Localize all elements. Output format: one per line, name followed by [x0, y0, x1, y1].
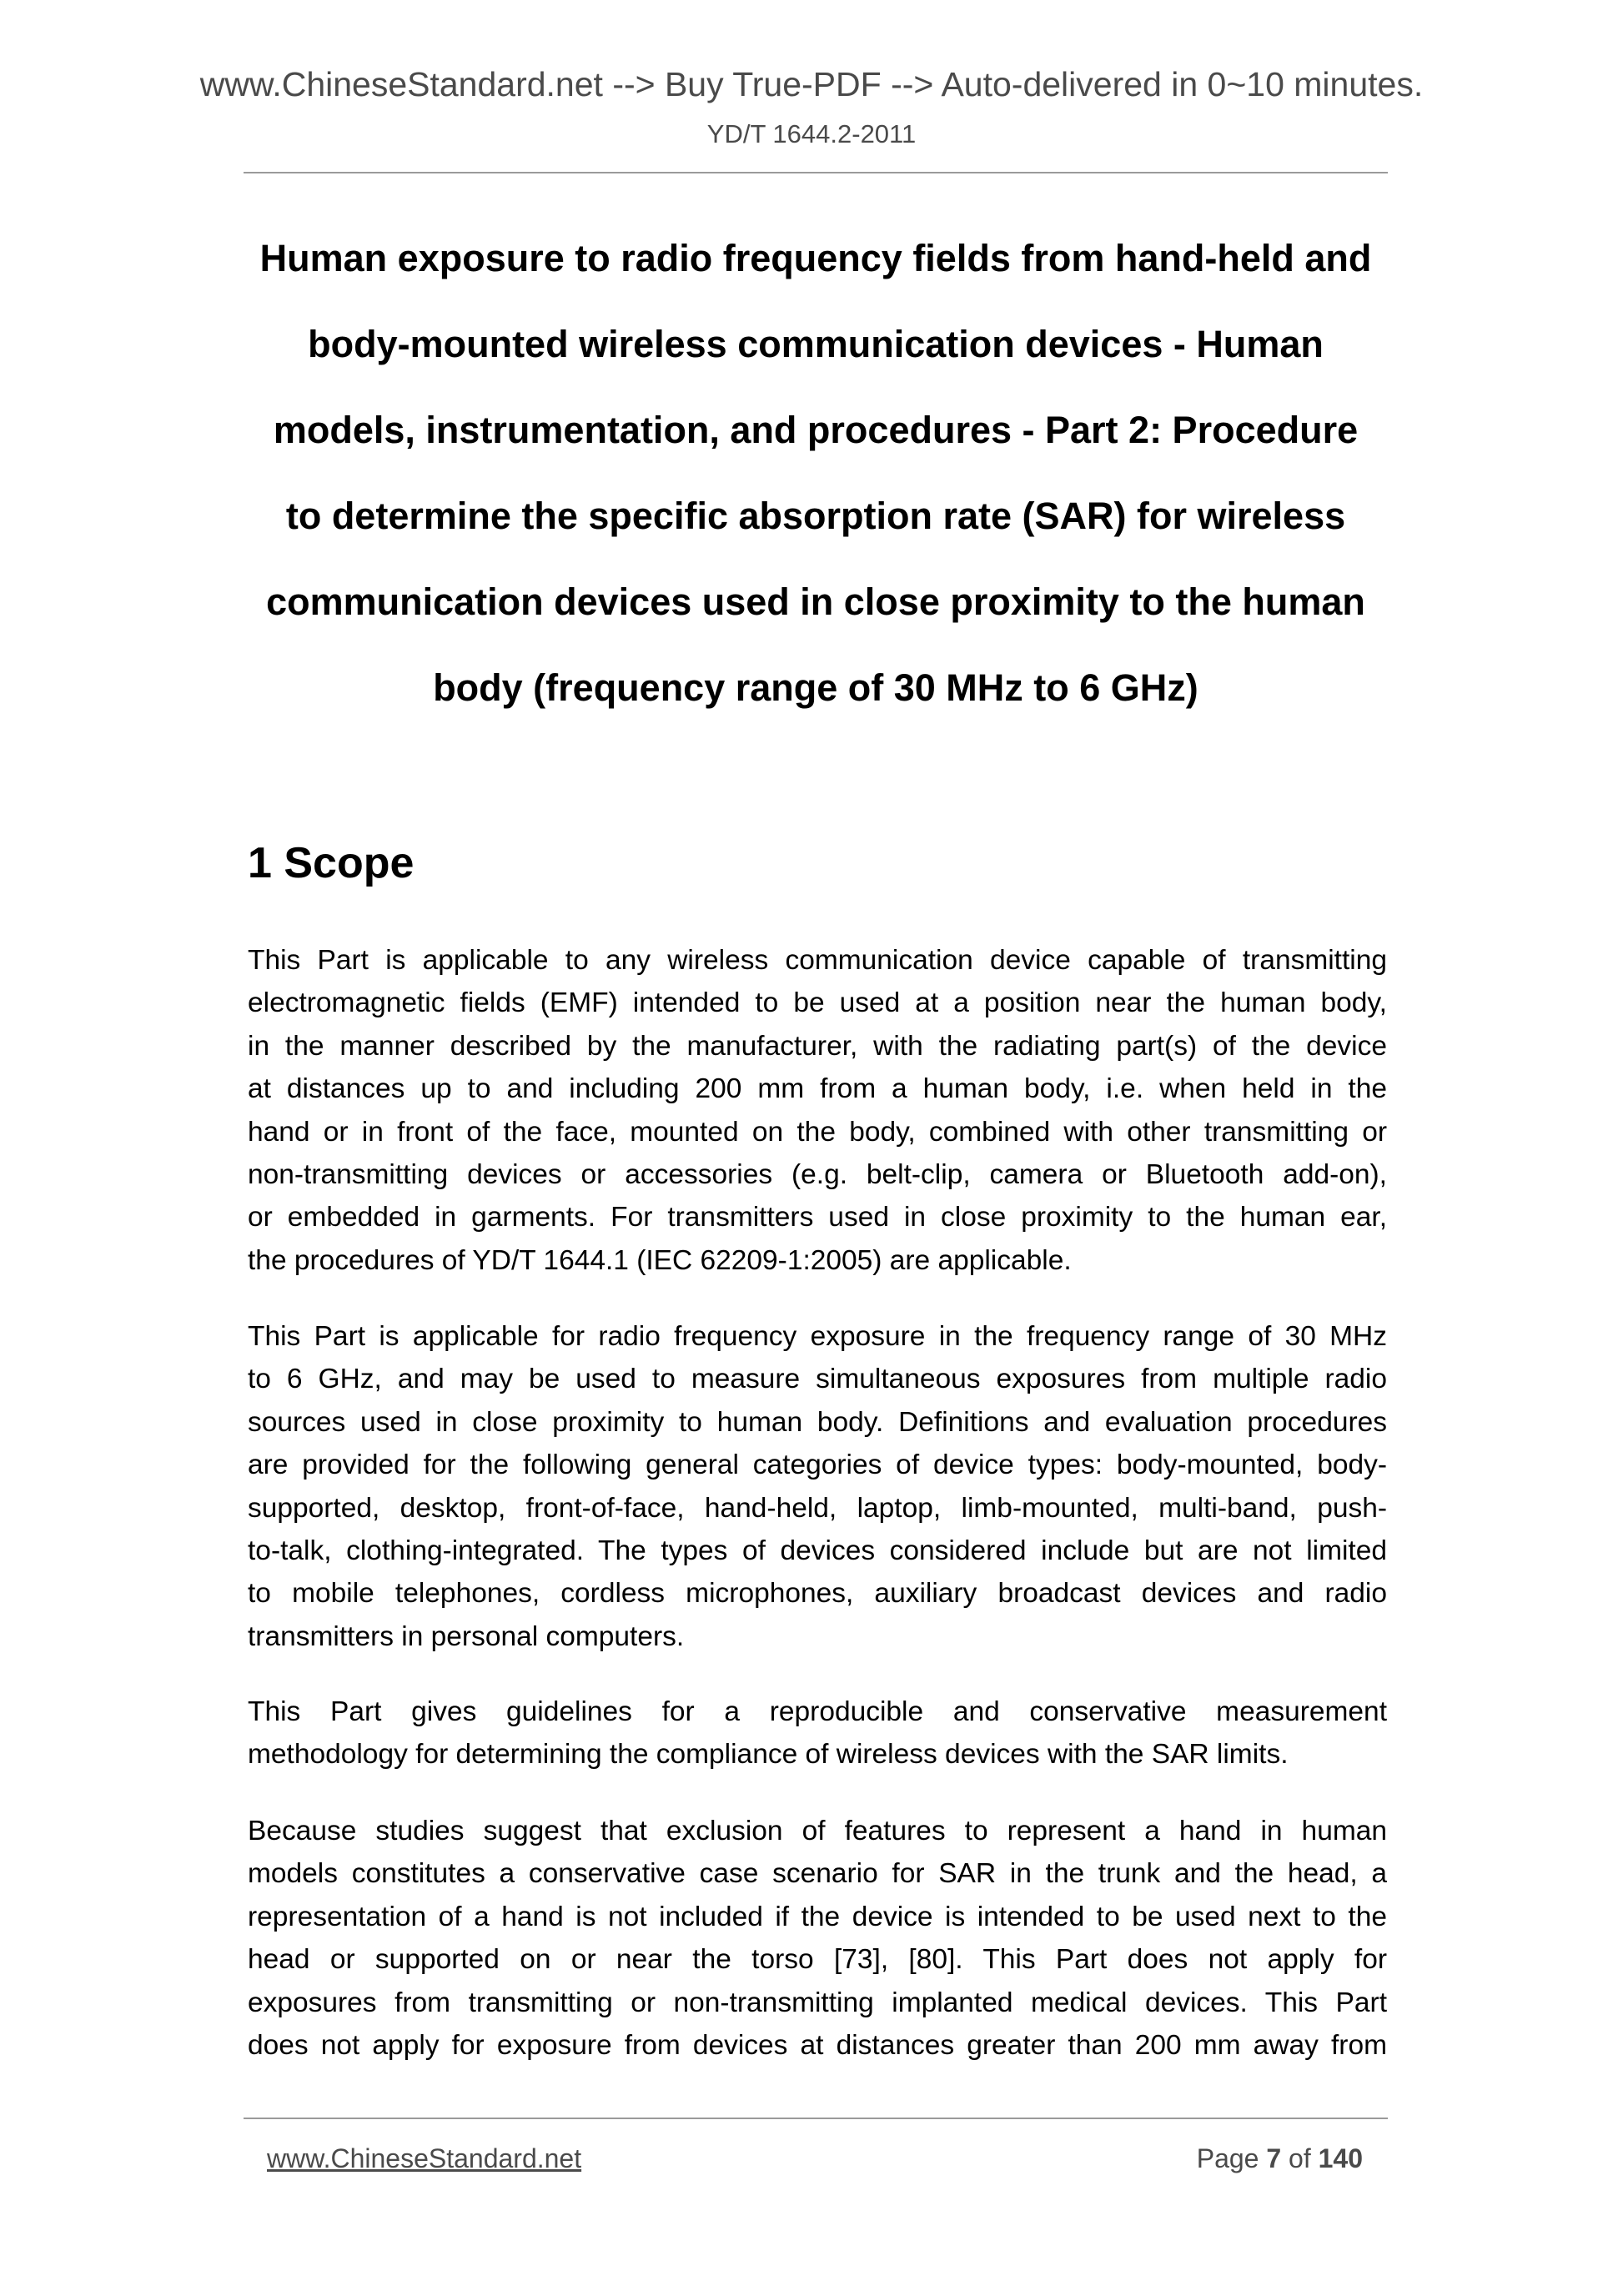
- page-prefix: Page: [1196, 2143, 1259, 2173]
- paragraph-line: at distances up to and including 200 mm from a human body, i.e. when held in the: [248, 1073, 1387, 1105]
- standard-code: YD/T 1644.2-2011: [706, 119, 917, 148]
- paragraph-line: This Part is applicable for radio frequency exposure in the frequency range of 30 MHz: [248, 1321, 1387, 1352]
- footer-divider: [244, 2118, 1388, 2119]
- paragraph-line: transmitters in personal computers.: [248, 1620, 685, 1652]
- paragraph-line: representation of a hand is not included if the device is intended to be used next to the: [248, 1901, 1387, 1932]
- footer-link[interactable]: www.ChineseStandard.net: [267, 2143, 582, 2173]
- paragraph-line: This Part gives guidelines for a reproducible and conservative measurement: [248, 1696, 1387, 1727]
- title-line: models, instrumentation, and procedures - Part 2: Procedure: [273, 409, 1359, 451]
- paragraph-line: to mobile telephones, cordless microphones, auxiliary broadcast devices and radio: [248, 1578, 1387, 1610]
- paragraph-line: models constitutes a conservative case scenario for SAR in the trunk and the head, a: [248, 1858, 1387, 1890]
- paragraph-line: head or supported on or near the torso [73], [80]. This Part does not apply for: [248, 1944, 1387, 1976]
- paragraph-3: [248, 1691, 1387, 1776]
- title-line: body (frequency range of 30 MHz to 6 GHz): [433, 666, 1198, 709]
- paragraph-line: the procedures of YD/T 1644.1 (IEC 62209-1:2005) are applicable.: [248, 1244, 1072, 1276]
- paragraph-line: non-transmitting devices or accessories (e.g. belt-clip, camera or Bluetooth add-on),: [248, 1159, 1387, 1191]
- paragraph-2: [248, 1315, 1387, 1658]
- paragraph-line: does not apply for exposure from devices at distances greater than 200 mm away from: [248, 2030, 1387, 2062]
- title-line: body-mounted wireless communication devices - Human: [308, 323, 1324, 365]
- page-of: of: [1289, 2143, 1311, 2173]
- document-title: [244, 215, 1388, 731]
- paragraph-line: Because studies suggest that exclusion of features to represent a hand in human: [248, 1816, 1387, 1846]
- page-total: 140: [1318, 2143, 1363, 2173]
- page-indicator: [1197, 2143, 1363, 2174]
- title-line: to determine the specific absorption rate (SAR) for wireless: [285, 495, 1346, 537]
- paragraph-line: electromagnetic fields (EMF) intended to be used at a position near the human body,: [248, 987, 1387, 1019]
- paragraph-line: This Part is applicable to any wireless communication device capable of transmitting: [248, 945, 1387, 976]
- paragraph-line: are provided for the following general categories of device types: body-mounted, body-: [248, 1449, 1387, 1481]
- title-line: Human exposure to radio frequency fields from hand-held and: [259, 237, 1372, 279]
- paragraph-line: to-talk, clothing-integrated. The types of devices considered include but are not limited: [248, 1535, 1387, 1567]
- paragraph-line: sources used in close proximity to human body. Definitions and evaluation procedures: [248, 1406, 1387, 1438]
- page-number: 7: [1266, 2143, 1282, 2173]
- paragraph-line: supported, desktop, front-of-face, hand-held, laptop, limb-mounted, multi-band, push-: [248, 1492, 1387, 1524]
- paragraph-4: [248, 1810, 1387, 2067]
- paragraph-line: methodology for determining the compliance of wireless devices with the SAR limits.: [248, 1739, 1289, 1771]
- paragraph-1: [248, 939, 1387, 1282]
- paragraph-line: or embedded in garments. For transmitters used in close proximity to the human ear,: [248, 1202, 1387, 1233]
- header-banner: www.ChineseStandard.net --> Buy True-PDF --> Auto-delivered in 0~10 minutes.: [199, 65, 1424, 103]
- paragraph-line: in the manner described by the manufacturer, with the radiating part(s) of the device: [248, 1030, 1387, 1062]
- paragraph-line: exposures from transmitting or non-transmitting implanted medical devices. This Part: [248, 1987, 1387, 2018]
- header-divider: [244, 172, 1388, 173]
- paragraph-line: hand or in front of the face, mounted on the body, combined with other transmitting or: [248, 1116, 1387, 1148]
- section-heading: 1 Scope: [248, 839, 415, 887]
- paragraph-line: to 6 GHz, and may be used to measure simultaneous exposures from multiple radio: [248, 1364, 1387, 1395]
- title-line: communication devices used in close proximity to the human: [266, 580, 1365, 623]
